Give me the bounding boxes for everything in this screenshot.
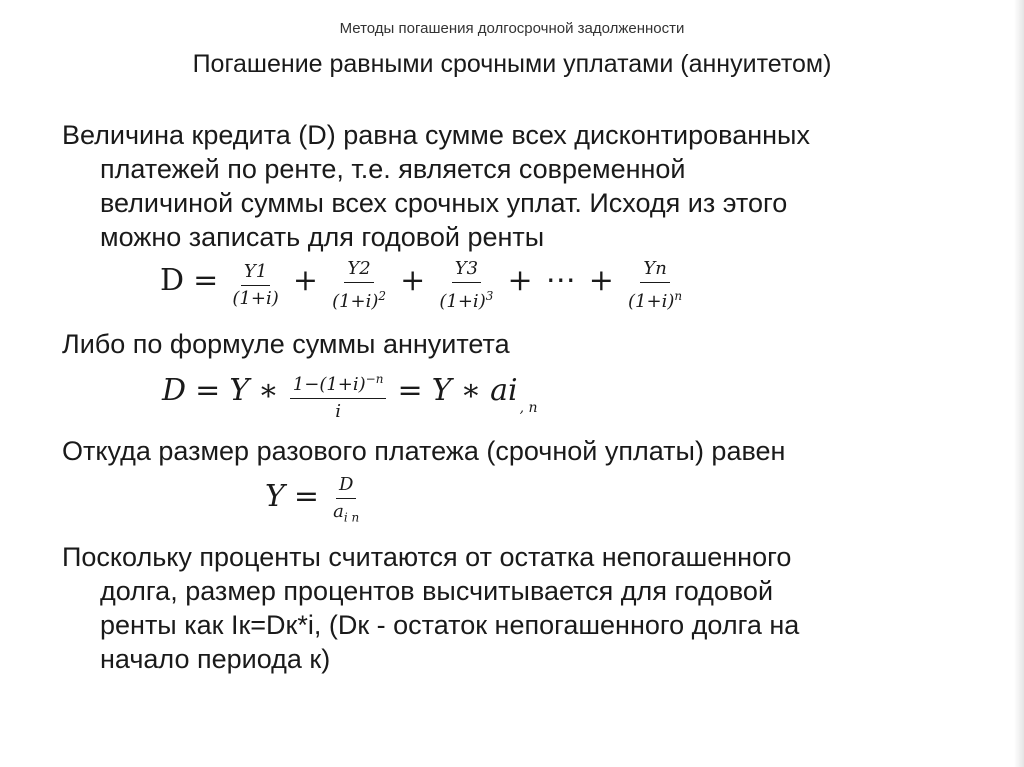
multiply-sign: ∗ — [460, 373, 482, 408]
equals-sign: = — [195, 373, 221, 408]
paragraph-payment-size-intro: Откуда размер разового платежа (срочной уплаты) равен — [62, 436, 786, 466]
equals-sign: = — [293, 478, 320, 514]
fraction-numerator: Y3 — [452, 258, 481, 283]
slide-title: Погашение равными срочными уплатами (аннуитетом) — [192, 50, 832, 78]
fraction-denominator: i — [335, 401, 341, 422]
exponent: 2 — [378, 289, 387, 303]
text-line: долга, размер процентов высчитывается для годовой — [100, 576, 774, 606]
fraction-denominator — [330, 499, 362, 529]
fraction-numerator: Y1 — [241, 261, 270, 286]
fraction-numerator: D — [336, 474, 356, 499]
paragraph-loan-definition — [62, 118, 982, 254]
numerator-base: 1−(1+i) — [292, 374, 366, 395]
annuity-coefficient-subscript: , n — [519, 400, 538, 416]
plus-sign: + — [292, 263, 318, 298]
fraction-denominator — [229, 286, 281, 310]
denominator-base: (1+i) — [628, 291, 675, 312]
plus-sign: + — [588, 263, 614, 298]
exponent: −n — [365, 372, 384, 386]
exponent: n — [674, 289, 683, 303]
payment-symbol: Y — [229, 373, 250, 408]
formula-sum-discounted-payments — [160, 258, 687, 313]
fraction-term-n — [625, 258, 685, 313]
text-line: можно записать для годовой ренты — [100, 222, 545, 252]
ellipsis: ⋯ — [545, 263, 576, 298]
denominator-subscript: i n — [343, 510, 360, 525]
fraction-denominator — [625, 283, 685, 313]
slide-supertitle: Методы погашения долгосрочной задолженности — [339, 20, 685, 37]
fraction-term-1 — [229, 261, 281, 310]
equals-sign: = — [193, 263, 219, 298]
multiply-sign: ∗ — [258, 373, 279, 408]
fraction-term-3 — [436, 258, 496, 313]
text-line: величиной суммы всех срочных уплат. Исходя из этого — [100, 188, 788, 218]
formula-annuity-sum — [162, 368, 538, 423]
text-line: ренты как Iк=Dк*i, (Dк - остаток непогашенного долга на — [100, 610, 800, 640]
formula-lhs: Y — [265, 478, 285, 514]
fraction-numerator — [290, 368, 387, 399]
denominator-base: (1+i) — [332, 291, 379, 312]
annuity-coefficient: ai — [490, 373, 518, 408]
formula-lhs: D — [160, 263, 185, 298]
fraction-denominator — [329, 283, 389, 313]
denominator-base: a — [333, 501, 344, 522]
formula-payment-size — [265, 474, 364, 529]
annuity-factor-fraction — [290, 368, 387, 423]
paragraph-annuity-formula-intro: Либо по формуле суммы аннуитета — [62, 329, 510, 359]
payment-symbol: Y — [431, 373, 452, 408]
plus-sign: + — [507, 263, 533, 298]
exponent: 3 — [485, 289, 494, 303]
equals-sign: = — [397, 373, 423, 408]
fraction-numerator: Y2 — [344, 258, 373, 283]
fraction-term-2 — [329, 258, 389, 313]
fraction-denominator — [436, 283, 496, 313]
plus-sign: + — [400, 263, 426, 298]
text-line: Величина кредита (D) равна сумме всех дисконтированных — [62, 120, 810, 150]
denominator-base: (1+i) — [232, 288, 279, 309]
paragraph-interest-calculation — [62, 540, 982, 676]
text-line: платежей по ренте, т.е. является современной — [100, 154, 686, 184]
text-line: начало периода к) — [100, 644, 331, 674]
denominator-base: (1+i) — [439, 291, 486, 312]
formula-lhs: D — [162, 373, 187, 408]
payment-fraction — [330, 474, 362, 529]
slide-edge-shadow — [1014, 0, 1024, 767]
text-line: Поскольку проценты считаются от остатка непогашенного — [62, 542, 792, 572]
fraction-numerator: Yn — [640, 258, 669, 283]
